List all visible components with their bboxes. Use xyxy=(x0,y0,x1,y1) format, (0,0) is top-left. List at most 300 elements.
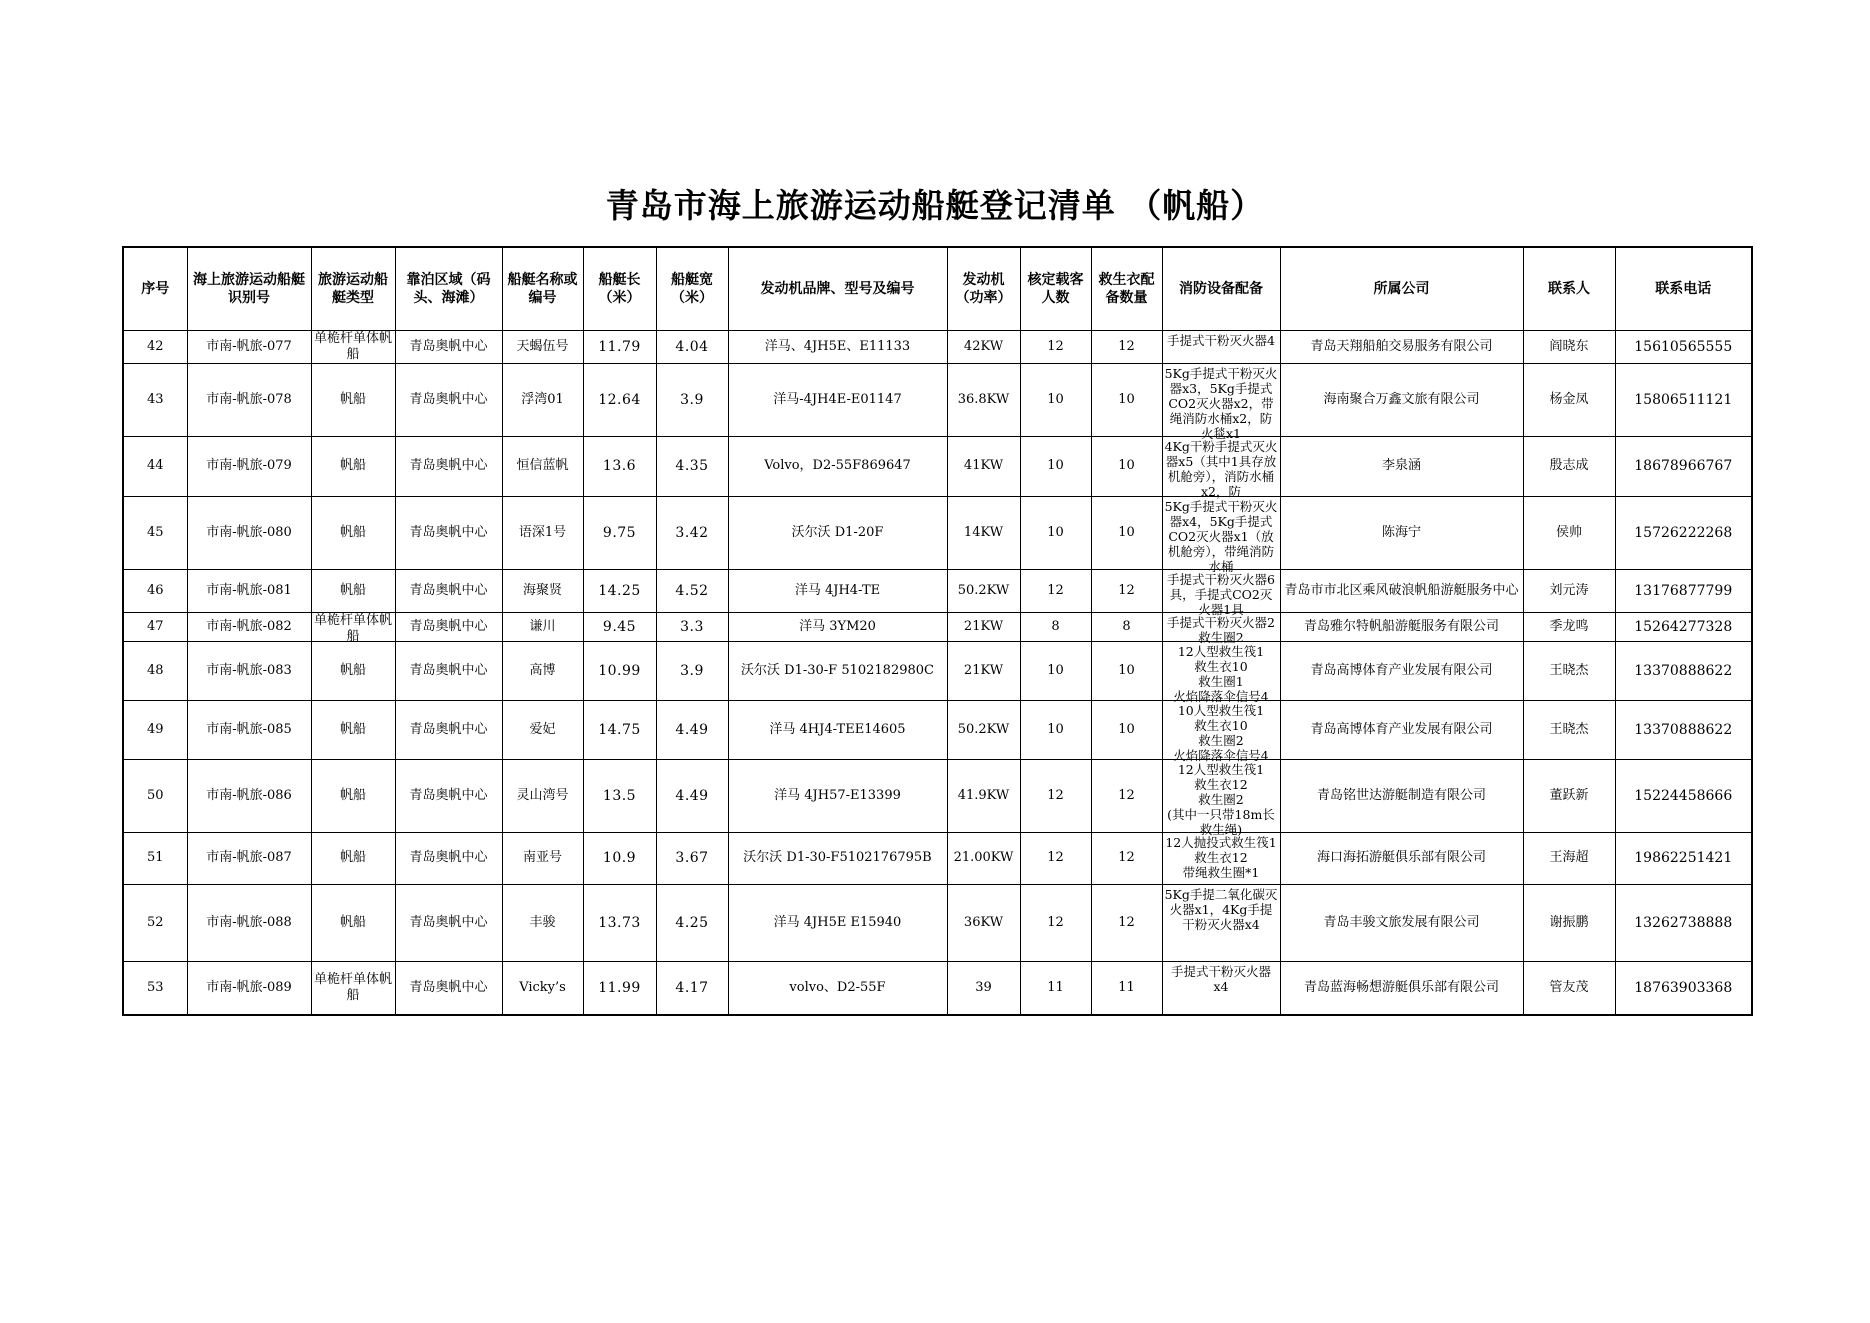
cell-contact xyxy=(1523,641,1615,700)
cell-length-text: 11.99 xyxy=(598,979,641,996)
header-col-no: 序号 xyxy=(123,247,187,330)
cell-name-text: 浮湾01 xyxy=(521,391,564,407)
cell-phone-text: 13176877799 xyxy=(1634,582,1733,599)
cell-engine-text: 沃尔沃 D1-30-F5102176795B xyxy=(743,850,932,865)
cell-fire-text: 手提式干粉灭火器6具，手提式CO2灭火器1具 xyxy=(1167,571,1275,617)
cell-engine xyxy=(728,436,947,496)
cell-power-text: 41.9KW xyxy=(957,787,1010,803)
cell-width xyxy=(656,641,728,700)
cell-id-text: 市南-帆旅-082 xyxy=(206,618,292,634)
cell-lifejackets-text: 12 xyxy=(1118,850,1135,865)
cell-no-text: 43 xyxy=(146,391,164,407)
cell-company-text: 海南聚合万鑫文旅有限公司 xyxy=(1323,391,1480,407)
cell-lifejackets-text: 12 xyxy=(1118,914,1135,930)
cell-name-text: 爱妃 xyxy=(529,721,556,737)
cell-lifejackets xyxy=(1091,363,1162,436)
cell-phone xyxy=(1615,330,1752,363)
cell-power xyxy=(947,330,1020,363)
cell-passengers xyxy=(1020,496,1091,569)
cell-name xyxy=(502,700,583,759)
cell-name-text: Vicky’s xyxy=(519,979,566,995)
table-row xyxy=(123,330,1752,363)
cell-berth-text: 青岛奥帆中心 xyxy=(409,850,488,865)
cell-passengers xyxy=(1020,363,1091,436)
table-row xyxy=(123,363,1752,436)
cell-fire xyxy=(1162,612,1280,645)
cell-power xyxy=(947,612,1020,641)
cell-type-text: 帆船 xyxy=(339,391,366,407)
cell-no-text: 46 xyxy=(146,582,164,598)
cell-type-text: 帆船 xyxy=(339,787,366,803)
cell-length xyxy=(583,436,656,496)
cell-power xyxy=(947,884,1020,961)
cell-fire-text: 10人型救生筏1 救生衣10 救生圈2 火焰降落伞信号4 xyxy=(1173,702,1269,763)
cell-name xyxy=(502,832,583,884)
cell-name xyxy=(502,759,583,832)
cell-width xyxy=(656,612,728,641)
cell-length xyxy=(583,363,656,436)
cell-id xyxy=(187,436,311,496)
cell-width xyxy=(656,496,728,569)
cell-passengers xyxy=(1020,759,1091,832)
cell-name-text: 谦川 xyxy=(529,618,556,634)
cell-engine xyxy=(728,612,947,641)
cell-berth-text: 青岛奥帆中心 xyxy=(409,524,488,540)
cell-fire-text: 手提式干粉灭火器4 xyxy=(1167,332,1275,348)
cell-passengers xyxy=(1020,700,1091,759)
cell-width-text: 4.17 xyxy=(675,979,709,996)
cell-type xyxy=(311,330,395,363)
cell-name-text: 丰骏 xyxy=(529,914,556,930)
cell-id xyxy=(187,330,311,363)
cell-width xyxy=(656,884,728,961)
registry-table xyxy=(122,246,1753,1016)
cell-company-text: 青岛蓝海畅想游艇俱乐部有限公司 xyxy=(1303,979,1499,995)
cell-width-text: 3.9 xyxy=(680,662,704,679)
cell-name-text: 灵山湾号 xyxy=(516,787,569,803)
table-row xyxy=(123,832,1752,884)
table-row xyxy=(123,569,1752,612)
cell-berth-text: 青岛奥帆中心 xyxy=(409,618,488,634)
cell-lifejackets-text: 12 xyxy=(1118,582,1135,598)
cell-phone-text: 18763903368 xyxy=(1634,979,1733,996)
cell-berth xyxy=(395,363,502,436)
cell-passengers xyxy=(1020,961,1091,1015)
cell-id-text: 市南-帆旅-081 xyxy=(206,582,292,598)
cell-name-text: 天蝎伍号 xyxy=(516,338,569,354)
cell-phone-text: 13370888622 xyxy=(1634,721,1733,738)
cell-berth xyxy=(395,641,502,700)
cell-power xyxy=(947,569,1020,612)
cell-type xyxy=(311,759,395,832)
cell-type xyxy=(311,961,395,1015)
table-row xyxy=(123,759,1752,832)
cell-company-text: 青岛市市北区乘风破浪帆船游艇服务中心 xyxy=(1284,582,1519,598)
cell-engine-text: 洋马 4JH4-TE xyxy=(794,582,881,598)
cell-passengers-text: 10 xyxy=(1047,391,1064,407)
cell-fire-text: 5Kg手提二氧化碳灭火器x1，4Kg手提干粉灭火器x4 xyxy=(1164,886,1278,932)
cell-passengers xyxy=(1020,612,1091,641)
cell-id xyxy=(187,884,311,961)
cell-type-text: 单桅杆单体帆船 xyxy=(313,613,392,644)
cell-no xyxy=(123,832,187,884)
cell-passengers xyxy=(1020,641,1091,700)
cell-length-text: 9.45 xyxy=(602,618,637,635)
cell-width xyxy=(656,436,728,496)
cell-name-text: 恒信蓝帆 xyxy=(516,458,569,473)
cell-engine xyxy=(728,832,947,884)
table-row xyxy=(123,961,1752,1015)
cell-berth xyxy=(395,700,502,759)
cell-length-text: 12.64 xyxy=(598,391,641,408)
cell-length-text: 10.99 xyxy=(598,662,641,679)
cell-berth-text: 青岛奥帆中心 xyxy=(409,338,488,354)
cell-phone xyxy=(1615,496,1752,569)
cell-type-text: 单桅杆单体帆船 xyxy=(313,971,392,1003)
cell-phone xyxy=(1615,569,1752,612)
cell-name xyxy=(502,612,583,641)
cell-passengers xyxy=(1020,832,1091,884)
cell-fire-text: 5Kg手提式干粉灭火器x4，5Kg手提式CO2灭火器x1（放机舱旁），带绳消防水桶 xyxy=(1164,498,1278,574)
cell-contact xyxy=(1523,496,1615,569)
cell-id xyxy=(187,832,311,884)
cell-no-text: 51 xyxy=(146,850,164,865)
cell-lifejackets xyxy=(1091,612,1162,641)
cell-passengers xyxy=(1020,436,1091,496)
cell-fire-text: 手提式干粉灭火器x4 xyxy=(1170,963,1271,994)
cell-lifejackets-text: 10 xyxy=(1118,391,1135,407)
cell-width-text: 4.52 xyxy=(675,582,709,599)
cell-company xyxy=(1280,330,1523,363)
cell-phone-text: 15610565555 xyxy=(1634,338,1733,355)
cell-power xyxy=(947,700,1020,759)
cell-contact xyxy=(1523,700,1615,759)
cell-type-text: 帆船 xyxy=(339,582,366,598)
cell-lifejackets xyxy=(1091,759,1162,832)
cell-phone xyxy=(1615,641,1752,700)
cell-width-text: 4.25 xyxy=(675,914,709,931)
cell-no-text: 47 xyxy=(146,618,164,634)
cell-phone xyxy=(1615,700,1752,759)
cell-name xyxy=(502,436,583,496)
cell-passengers-text: 12 xyxy=(1047,338,1064,354)
cell-lifejackets xyxy=(1091,436,1162,496)
cell-contact-text: 董跃新 xyxy=(1549,787,1589,803)
cell-company xyxy=(1280,496,1523,569)
cell-length-text: 11.79 xyxy=(598,338,641,355)
cell-berth xyxy=(395,436,502,496)
cell-name xyxy=(502,363,583,436)
cell-no-text: 44 xyxy=(146,458,164,473)
cell-name xyxy=(502,641,583,700)
cell-contact xyxy=(1523,884,1615,961)
cell-passengers xyxy=(1020,569,1091,612)
cell-id xyxy=(187,496,311,569)
cell-id-text: 市南-帆旅-080 xyxy=(206,524,292,540)
cell-phone xyxy=(1615,961,1752,1015)
cell-phone xyxy=(1615,884,1752,961)
cell-engine xyxy=(728,884,947,961)
cell-contact xyxy=(1523,759,1615,832)
header-col-width: 船艇宽（米） xyxy=(656,247,728,330)
cell-id-text: 市南-帆旅-079 xyxy=(206,458,292,473)
cell-name-text: 高博 xyxy=(529,662,556,678)
cell-passengers-text: 10 xyxy=(1047,721,1064,737)
cell-no-text: 50 xyxy=(146,787,164,803)
cell-company-text: 青岛高博体育产业发展有限公司 xyxy=(1310,721,1493,737)
cell-id xyxy=(187,700,311,759)
cell-id-text: 市南-帆旅-087 xyxy=(206,850,292,865)
cell-type xyxy=(311,641,395,700)
cell-fire xyxy=(1162,496,1280,574)
cell-width-text: 3.3 xyxy=(680,618,704,635)
cell-id-text: 市南-帆旅-077 xyxy=(206,338,292,354)
cell-no-text: 42 xyxy=(146,338,164,354)
cell-type xyxy=(311,436,395,496)
cell-power xyxy=(947,641,1020,700)
cell-name xyxy=(502,496,583,569)
cell-fire xyxy=(1162,569,1280,617)
cell-engine-text: 洋马-4JH4E-E01147 xyxy=(773,391,902,407)
cell-berth-text: 青岛奥帆中心 xyxy=(409,914,488,930)
cell-type xyxy=(311,569,395,612)
cell-lifejackets xyxy=(1091,569,1162,612)
cell-phone xyxy=(1615,759,1752,832)
cell-contact xyxy=(1523,832,1615,884)
cell-company xyxy=(1280,641,1523,700)
cell-lifejackets-text: 10 xyxy=(1118,524,1135,540)
cell-no-text: 53 xyxy=(146,979,164,995)
cell-fire-text: 4Kg干粉手提式灭火器x5（其中1具存放机舱旁），消防水桶x2，防 xyxy=(1164,438,1278,499)
cell-berth-text: 青岛奥帆中心 xyxy=(409,458,488,473)
cell-id xyxy=(187,612,311,641)
cell-phone xyxy=(1615,612,1752,641)
cell-length xyxy=(583,569,656,612)
table-row xyxy=(123,700,1752,759)
cell-width-text: 3.42 xyxy=(675,524,709,541)
cell-lifejackets xyxy=(1091,832,1162,884)
cell-contact xyxy=(1523,330,1615,363)
table-row xyxy=(123,641,1752,700)
cell-type xyxy=(311,612,395,644)
cell-contact xyxy=(1523,569,1615,612)
cell-engine-text: 洋马 3YM20 xyxy=(799,618,876,634)
cell-length xyxy=(583,832,656,884)
cell-no xyxy=(123,884,187,961)
cell-power-text: 39 xyxy=(975,979,992,995)
header-col-contact: 联系人 xyxy=(1523,247,1615,330)
cell-length-text: 13.6 xyxy=(602,458,637,474)
cell-engine xyxy=(728,759,947,832)
cell-company xyxy=(1280,700,1523,759)
cell-company xyxy=(1280,884,1523,961)
cell-contact-text: 王晓杰 xyxy=(1549,662,1589,678)
cell-engine-text: volvo、D2-55F xyxy=(789,979,886,995)
cell-width xyxy=(656,832,728,884)
cell-fire-text: 12人抛投式救生筏1 救生衣12 带绳救生圈*1 xyxy=(1165,834,1277,880)
cell-name-text: 南亚号 xyxy=(522,850,562,865)
cell-company xyxy=(1280,759,1523,832)
cell-contact xyxy=(1523,612,1615,641)
header-col-fire: 消防设备配备 xyxy=(1162,247,1280,330)
cell-width-text: 3.9 xyxy=(680,391,704,408)
cell-engine xyxy=(728,961,947,1015)
cell-engine-text: 洋马 4JH5E E15940 xyxy=(773,914,902,930)
cell-passengers xyxy=(1020,330,1091,363)
cell-engine xyxy=(728,700,947,759)
cell-type-text: 帆船 xyxy=(339,914,366,930)
cell-phone-text: 15264277328 xyxy=(1634,618,1733,635)
cell-contact xyxy=(1523,961,1615,1015)
cell-lifejackets xyxy=(1091,884,1162,961)
cell-engine xyxy=(728,363,947,436)
cell-company-text: 青岛铭世达游艇制造有限公司 xyxy=(1316,787,1486,803)
cell-contact-text: 王海超 xyxy=(1549,850,1589,865)
cell-length-text: 10.9 xyxy=(602,850,637,866)
cell-name-text: 语深1号 xyxy=(518,524,567,540)
cell-contact xyxy=(1523,363,1615,436)
cell-id-text: 市南-帆旅-086 xyxy=(206,787,292,803)
cell-id-text: 市南-帆旅-089 xyxy=(206,979,292,995)
header-col-name: 船艇名称或编号 xyxy=(502,247,583,330)
cell-id-text: 市南-帆旅-088 xyxy=(206,914,292,930)
cell-type-text: 帆船 xyxy=(339,662,366,678)
cell-fire xyxy=(1162,436,1280,499)
cell-phone-text: 13370888622 xyxy=(1634,662,1733,679)
cell-company xyxy=(1280,436,1523,496)
cell-berth xyxy=(395,612,502,641)
cell-type-text: 帆船 xyxy=(339,524,366,540)
cell-length xyxy=(583,641,656,700)
cell-contact-text: 殷志成 xyxy=(1549,458,1589,473)
cell-passengers-text: 10 xyxy=(1047,662,1064,678)
cell-type-text: 帆船 xyxy=(339,850,366,865)
cell-power-text: 41KW xyxy=(963,458,1004,473)
cell-type xyxy=(311,363,395,436)
cell-engine xyxy=(728,641,947,700)
table-row xyxy=(123,884,1752,961)
cell-engine-text: 沃尔沃 D1-30-F 5102182980C xyxy=(741,662,934,678)
cell-fire-text: 12人型救生筏1 救生衣10 救生圈1 火焰降落伞信号4 xyxy=(1173,643,1269,704)
cell-power-text: 21KW xyxy=(963,618,1004,634)
cell-width xyxy=(656,700,728,759)
cell-type-text: 帆船 xyxy=(339,458,366,473)
header-col-lifejackets: 救生衣配备数量 xyxy=(1091,247,1162,330)
cell-company xyxy=(1280,363,1523,436)
cell-fire xyxy=(1162,330,1280,363)
cell-berth xyxy=(395,496,502,569)
cell-length-text: 14.25 xyxy=(598,582,641,599)
cell-id xyxy=(187,569,311,612)
cell-lifejackets-text: 10 xyxy=(1118,662,1135,678)
cell-company-text: 青岛雅尔特帆船游艇服务有限公司 xyxy=(1303,618,1499,634)
cell-power-text: 14KW xyxy=(963,524,1004,540)
cell-phone-text: 15806511121 xyxy=(1634,391,1733,408)
cell-lifejackets-text: 12 xyxy=(1118,338,1135,354)
cell-id xyxy=(187,759,311,832)
cell-lifejackets-text: 11 xyxy=(1118,979,1135,995)
cell-type xyxy=(311,700,395,759)
cell-berth-text: 青岛奥帆中心 xyxy=(409,662,488,678)
cell-berth-text: 青岛奥帆中心 xyxy=(409,582,488,598)
header-col-length: 船艇长（米） xyxy=(583,247,656,330)
cell-fire-text: 12人型救生筏1 救生衣12 救生圈2 (其中一只带18m长救生绳) xyxy=(1167,761,1275,837)
cell-engine-text: 洋马、4JH5E、E11133 xyxy=(764,338,911,354)
cell-company xyxy=(1280,569,1523,612)
cell-type xyxy=(311,832,395,884)
cell-power-text: 21KW xyxy=(963,662,1004,678)
cell-company-text: 青岛高博体育产业发展有限公司 xyxy=(1310,662,1493,678)
cell-no xyxy=(123,436,187,496)
cell-company-text: 陈海宁 xyxy=(1381,524,1421,540)
header-col-id: 海上旅游运动船艇识别号 xyxy=(187,247,311,330)
table-body xyxy=(123,330,1752,1015)
cell-contact-text: 侯帅 xyxy=(1555,524,1582,540)
cell-power-text: 36.8KW xyxy=(957,391,1010,407)
cell-power-text: 36KW xyxy=(963,914,1004,930)
cell-no xyxy=(123,363,187,436)
cell-width-text: 3.67 xyxy=(675,850,709,866)
cell-company xyxy=(1280,612,1523,641)
cell-contact xyxy=(1523,436,1615,496)
cell-width xyxy=(656,363,728,436)
cell-passengers-text: 12 xyxy=(1047,850,1064,865)
cell-no xyxy=(123,759,187,832)
cell-lifejackets xyxy=(1091,641,1162,700)
cell-width xyxy=(656,961,728,1015)
cell-fire xyxy=(1162,961,1280,1015)
cell-contact-text: 季龙鸣 xyxy=(1549,618,1589,634)
cell-no-text: 49 xyxy=(146,721,164,737)
cell-phone-text: 19862251421 xyxy=(1634,850,1733,866)
table-row xyxy=(123,612,1752,641)
header-row xyxy=(123,247,1752,330)
cell-lifejackets xyxy=(1091,330,1162,363)
cell-passengers-text: 12 xyxy=(1047,787,1064,803)
cell-fire-text: 手提式干粉灭火器2救生圈2 xyxy=(1167,614,1275,645)
cell-power-text: 42KW xyxy=(963,338,1004,354)
cell-no-text: 48 xyxy=(146,662,164,678)
cell-length-text: 14.75 xyxy=(598,721,641,738)
cell-contact-text: 王晓杰 xyxy=(1549,721,1589,737)
cell-berth xyxy=(395,961,502,1015)
cell-phone-text: 18678966767 xyxy=(1634,458,1733,474)
cell-fire xyxy=(1162,700,1280,763)
cell-lifejackets-text: 10 xyxy=(1118,721,1135,737)
cell-length xyxy=(583,884,656,961)
cell-no xyxy=(123,641,187,700)
cell-passengers-text: 10 xyxy=(1047,458,1064,473)
cell-id-text: 市南-帆旅-078 xyxy=(206,391,292,407)
cell-power-text: 21.00KW xyxy=(953,850,1014,865)
cell-power xyxy=(947,832,1020,884)
page-title: 青岛市海上旅游运动船艇登记清单 （帆船） xyxy=(605,186,1265,225)
cell-no xyxy=(123,612,187,641)
cell-power-text: 50.2KW xyxy=(957,582,1010,598)
cell-no xyxy=(123,496,187,569)
cell-contact-text: 杨金凤 xyxy=(1549,391,1589,407)
cell-engine-text: 洋马 4JH57-E13399 xyxy=(774,787,901,803)
cell-berth xyxy=(395,330,502,363)
cell-length xyxy=(583,612,656,641)
cell-id-text: 市南-帆旅-083 xyxy=(206,662,292,678)
cell-length-text: 9.75 xyxy=(602,524,637,541)
cell-engine-text: 沃尔沃 D1-20F xyxy=(791,524,884,540)
cell-type-text: 帆船 xyxy=(339,721,366,737)
cell-lifejackets-text: 10 xyxy=(1118,458,1135,473)
cell-lifejackets-text: 12 xyxy=(1118,787,1135,803)
header-col-company: 所属公司 xyxy=(1280,247,1523,330)
